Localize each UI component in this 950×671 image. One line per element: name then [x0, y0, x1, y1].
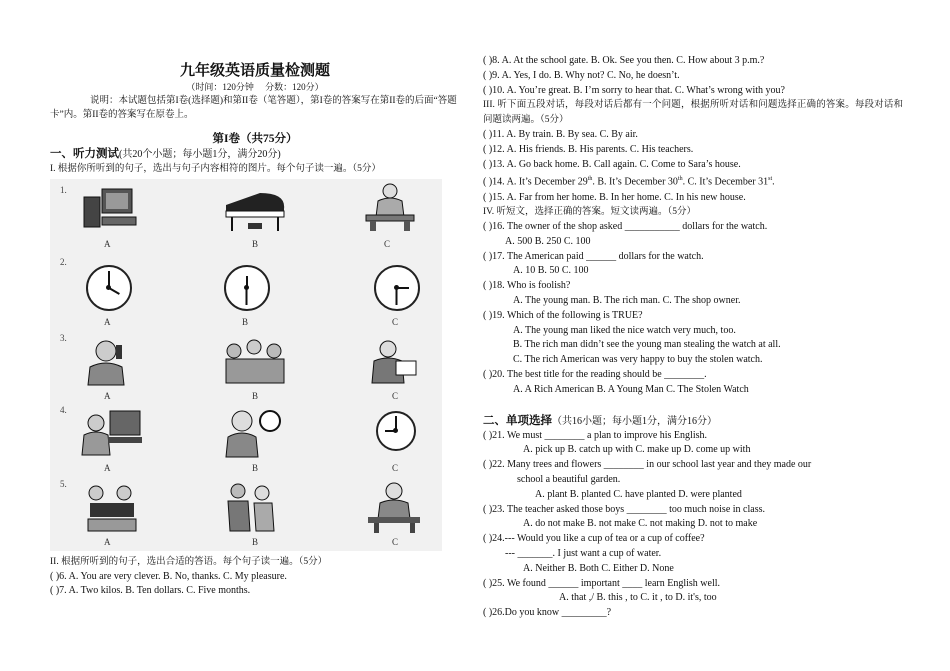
question-19-option-a: A. The young man liked the nice watch very much, too.	[513, 324, 736, 336]
group-people-picture	[220, 337, 290, 387]
person-reading-picture	[366, 337, 422, 387]
person-writing-picture	[364, 479, 424, 533]
question-26: ( )26.Do you know _________?	[483, 607, 612, 619]
option-label-a: A	[104, 390, 111, 401]
boy-picture	[220, 407, 284, 459]
people-walking-picture	[220, 481, 284, 533]
person-at-computer-picture	[80, 407, 144, 459]
section1-sub1: I. 根据你所听到的句子，选出与句子内容相符的图片。每个句子读一遍。（5分）	[50, 164, 381, 174]
students-with-sign-picture	[80, 481, 144, 533]
exam-subtitle: （时间：120分钟 分数：120分）	[186, 82, 324, 92]
option-label-c: C	[392, 462, 399, 473]
computer-picture	[80, 187, 140, 233]
question-7: ( )7. A. Two kilos. B. Ten dollars. C. Five months.	[50, 585, 251, 597]
right-column	[483, 54, 903, 621]
question-22-options: A. plant B. planted C. have planted D. were planted	[535, 488, 742, 500]
question-21: ( )21. We must ________ a plan to improve his English.	[483, 429, 707, 441]
question-18: ( )18. Who is foolish?	[483, 280, 571, 292]
question-24: ( )24.--- Would you like a cup of tea or a cup of coffee?	[483, 533, 705, 545]
question-8: ( )8. A. At the school gate. B. Ok. See you then. C. How about 3 p.m.?	[483, 55, 765, 66]
section2-detail: （共16小题；每小题1分，满分16分）	[552, 415, 717, 427]
question-16-options: A. 500 B. 250 C. 100	[505, 235, 591, 247]
option-label-c: C	[392, 390, 399, 401]
section2-title: 二、单项选择	[483, 414, 552, 427]
option-label-b: B	[252, 462, 259, 473]
question-15: ( )15. A. Far from her home. B. In her home. C. In his new house.	[483, 191, 746, 203]
option-label-a: A	[104, 536, 111, 547]
question-23-options: A. do not make B. not make C. not making D. not to make	[523, 518, 758, 530]
piano-picture	[220, 187, 290, 233]
clock-icon	[86, 265, 132, 311]
option-label-a: A	[104, 238, 111, 249]
question-22-continued: school a beautiful garden.	[517, 474, 621, 486]
left-column	[50, 0, 460, 599]
question-19-option-b: B. The rich man didn’t see the young man stealing the watch at all.	[513, 339, 781, 351]
question-25: ( )25. We found ______ important ____ learn English well.	[483, 577, 721, 589]
option-label-a: A	[104, 316, 111, 327]
question-22: ( )22. Many trees and flowers ________ in our school last year and they made our	[483, 459, 812, 471]
question-24-reply: --- _______. I just want a cup of water.	[505, 548, 662, 560]
section1-detail: (共20个小题；每小题1分，满分20分)	[119, 149, 281, 160]
section2-heading	[483, 414, 903, 429]
question-24-options: A. Neither B. Both C. Either D. None	[523, 562, 674, 574]
clock-icon	[374, 265, 420, 311]
listening-pictures	[50, 179, 442, 551]
section1-sub4: IV. 听短文，选择正确的答案。短文读两遍。（5分）	[483, 207, 697, 218]
person-on-phone-picture	[80, 337, 136, 387]
option-label-b: B	[252, 536, 259, 547]
question-23: ( )23. The teacher asked those boys ________ too much noise in class.	[483, 503, 765, 515]
question-16: ( )16. The owner of the shop asked ___________ dollars for the watch.	[483, 221, 768, 233]
option-label-c: C	[392, 536, 399, 547]
option-label-b: B	[242, 316, 249, 327]
question-10: ( )10. A. You’re great. B. I’m sorry to hear that. C. What’s wrong with you?	[483, 84, 785, 96]
question-19: ( )19. Which of the following is TRUE?	[483, 309, 643, 321]
section1-sub2: II. 根据所听到的句子，选出合适的答语。每个句子读一遍。（5分）	[50, 556, 328, 567]
picture-row-number: 5.	[60, 478, 67, 489]
option-label-b: B	[252, 238, 259, 249]
question-20-options: A. A Rich American B. A Young Man C. The Stolen Watch	[513, 383, 749, 395]
option-label-b: B	[252, 390, 259, 401]
question-17-options: A. 10 B. 50 C. 100	[513, 265, 589, 277]
exam-note: 说明：本试题包括第I卷(选择题)和第II卷（笔答题），第I卷的答案写在第II卷的后面“答题卡”内。第II卷的答案写在原卷上。	[50, 96, 457, 120]
part1-title: 第I卷（共75分）	[212, 133, 298, 145]
picture-row-number: 4.	[60, 404, 67, 415]
option-label-c: C	[392, 316, 399, 327]
section1-title: 一、听力测试	[50, 148, 119, 160]
question-21-options: A. pick up B. catch up with C. make up D. come up with	[523, 444, 751, 456]
question-17: ( )17. The American paid ______ dollars for the watch.	[483, 250, 704, 262]
option-label-a: A	[104, 462, 111, 473]
question-14: ( )14. A. It’s December 29th. B. It’s December 30th. C. It’s December 31st.	[483, 176, 775, 188]
question-13: ( )13. A. Go back home. B. Call again. C. Come to Sara’s house.	[483, 158, 741, 170]
picture-row-number: 2.	[60, 256, 67, 267]
question-18-options: A. The young man. B. The rich man. C. The shop owner.	[513, 295, 741, 307]
section1-sub3: III. 听下面五段对话，每段对话后都有一个问题，根据所听对话和问题选择正确的答案。每段对话和问题读两遍。（5分）	[483, 100, 903, 126]
picture-row-number: 1.	[60, 184, 67, 195]
section1-heading	[50, 147, 460, 162]
question-11: ( )11. A. By train. B. By sea. C. By air.	[483, 128, 638, 140]
picture-row-number: 3.	[60, 332, 67, 343]
question-20: ( )20. The best title for the reading should be ________.	[483, 369, 707, 381]
clock-icon	[376, 411, 416, 451]
question-12: ( )12. A. His friends. B. His parents. C. His teachers.	[483, 143, 694, 155]
question-25-options: A. that ,/ B. this , to C. it , to D. it's, too	[559, 592, 717, 604]
clock-icon	[224, 265, 270, 311]
question-6: ( )6. A. You are very clever. B. No, thanks. C. My pleasure.	[50, 570, 287, 582]
person-at-desk-picture	[360, 181, 420, 233]
question-19-option-c: C. The rich American was very happy to buy the stolen watch.	[513, 354, 763, 366]
exam-title: 九年级英语质量检测题	[179, 63, 330, 79]
question-9: ( )9. A. Yes, I do. B. Why not? C. No, he doesn’t.	[483, 69, 680, 81]
option-label-c: C	[384, 238, 391, 249]
